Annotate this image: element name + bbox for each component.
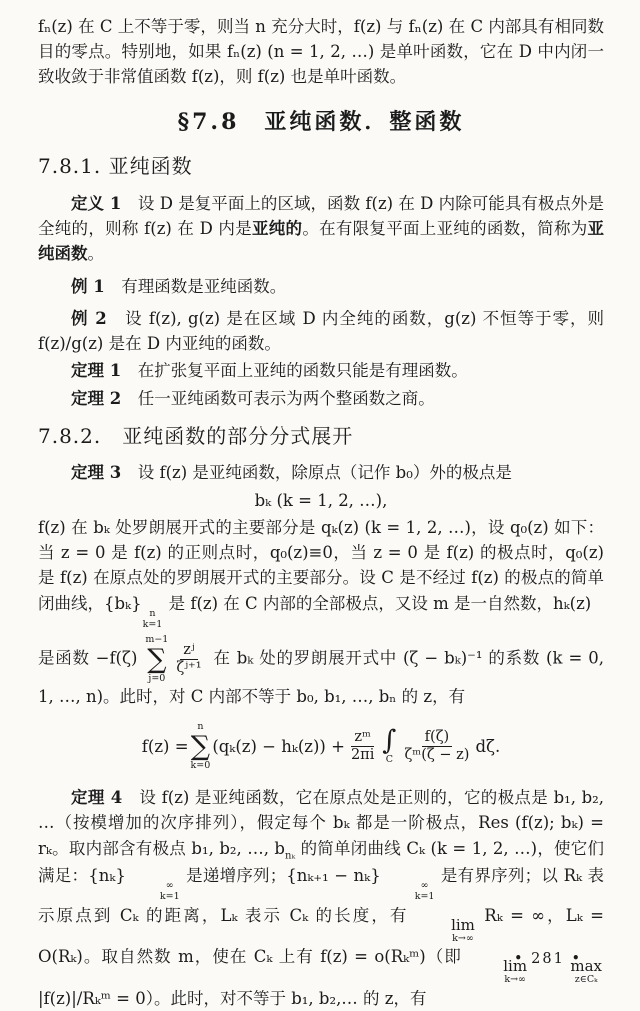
continuation-paragraph: fₙ(z) 在 C 上不等于零，则当 n 充分大时，f(z) 与 fₙ(z) 在 C 内部具有相同数目的零点。特别地，如果 fₙ(z) (n = 1, 2, …) 是单叶函数，它在 D 中内闭一致收敛于非常值函数 f(z)，则 f(z) 也是单叶函数。 bbox=[38, 17, 604, 87]
stacked-limits: ∞ k=1 bbox=[159, 880, 180, 903]
fraction: $\frac{\text{zʲ}}{\text{ζʲ⁺¹}}$ bbox=[176, 642, 202, 676]
limit-operator: max z∈Cₖ bbox=[570, 957, 603, 986]
subsection-heading-781: 7.8.1. 亚纯函数 bbox=[38, 154, 193, 179]
subsection-heading-782: 7.8.2. 亚纯函数的部分分式展开 bbox=[38, 423, 354, 448]
big-operator: n ∑ k=0 bbox=[190, 721, 211, 771]
theorem-3-lead: 定理 3 设 f(z) 是亚纯函数，除原点（记作 b₀）外的极点是 bbox=[71, 463, 512, 483]
stacked-limits: ∞ k=1 bbox=[414, 880, 435, 903]
theorem-4-paragraph: 定理 4 设 f(z) 是亚纯函数，它在原点处是正则的，它的极点是 b₁, b₂, …（按模增加的次序排列），假定每个 bₖ 都是一阶极点，Res (f(z); bₖ) = rₖ。取内部含有极点 b₁, b₂, …, $b_{n_k}$ 的简单闭曲线 Cₖ (k = 1, 2, …)，使它们满足：{nₖ} ∞ k=1 是递增序列；{nₖ₊₁ − nₖ} ∞ k=1 是有界序列；以 Rₖ 表示原点到 Cₖ 的距离，Lₖ 表示 Cₖ 的长度，有 lim k→∞ Rₖ = ∞，Lₖ = O(Rₖ)。取自然数 m，使在 Cₖ 上有 f(z) = o(Rₖᵐ)（即 lim k→∞ max z∈Cₖ |f(z)|/Rₖᵐ = 0）。此时，对不等于 b₁, b₂,… 的 z，有 bbox=[38, 788, 605, 1008]
fraction: $\frac{\text{zᵐ}}{2\pi i}$ bbox=[350, 729, 375, 763]
limit-operator: lim k→∞ bbox=[451, 916, 475, 944]
example-2-paragraph: 例 2 设 f(z), g(z) 是在区域 D 内全纯的函数，g(z) 不恒等于零，则 f(z)/g(z) 是在 D 内亚纯的函数。 bbox=[38, 308, 604, 354]
definition-1-paragraph: 定义 1 设 D 是复平面上的区域，函数 f(z) 在 D 内除可能具有极点外是全纯的，则称 f(z) 在 D 内是亚纯的。在有限复平面上亚纯的函数，简称为亚纯函数。 bbox=[38, 193, 605, 264]
chapter-heading: §7.8 亚纯函数．整函数 bbox=[177, 108, 465, 135]
partial-fraction-expansion-formula: f(z) = n ∑ k=0 (qₖ(z) − hₖ(z)) + $\frac{\text{zᵐ}}{2\pi i}$ ∫ C $\frac{f(\zeta)}{\text{ζᵐ(ζ − z)}}$ dζ. bbox=[141, 721, 501, 771]
theorem-3-body: f(z) 在 bₖ 处罗朗展开式的主要部分是 qₖ(z) (k = 1, 2, …)，设 q₀(z) 如下：当 z = 0 是 f(z) 的正则点时，q₀(z)≡0，当 z = 0 是 f(z) 的极点时，q₀(z) 是 f(z) 在原点处的罗朗展开式的主要部分。设 C 是不经过 f(z) 的极点的简单闭曲线，{bₖ} n k=1 是 f(z) 在 C 内部的全部极点，又设 m 是一自然数，hₖ(z) bbox=[38, 517, 604, 630]
theorem-1-paragraph: 定理 1 在扩张复平面上亚纯的函数只能是有理函数。 bbox=[71, 361, 468, 381]
big-operator: m−1 ∑ j=0 bbox=[145, 634, 169, 684]
theorem-2-paragraph: 定理 2 任一亚纯函数可表示为两个整函数之商。 bbox=[71, 388, 435, 408]
example-1-paragraph: 例 1 有理函数是亚纯函数。 bbox=[71, 276, 287, 296]
limit-operator: lim k→∞ bbox=[503, 957, 528, 986]
page-number: • 281 • bbox=[514, 950, 582, 967]
theorem-3-pole-list-formula: bₖ (k = 1, 2, …), bbox=[254, 490, 388, 510]
theorem-3-coefficient-line: 是函数 −f(ζ) m−1 ∑ j=0 $\frac{\text{zʲ}}{\text{ζʲ⁺¹}}$ 在 bₖ 处的罗朗展开式中 (ζ − bₖ)⁻¹ 的系数 (k = 0, 1, …, n)。此时，对 C 内部不等于 b₀, b₁, …, bₙ 的 z，有 bbox=[38, 634, 604, 707]
big-operator: ∫ C bbox=[382, 725, 397, 766]
fraction: $\frac{f(\zeta)}{\text{ζᵐ(ζ − z)}}$ bbox=[404, 729, 470, 763]
stacked-limits: n k=1 bbox=[142, 607, 163, 630]
